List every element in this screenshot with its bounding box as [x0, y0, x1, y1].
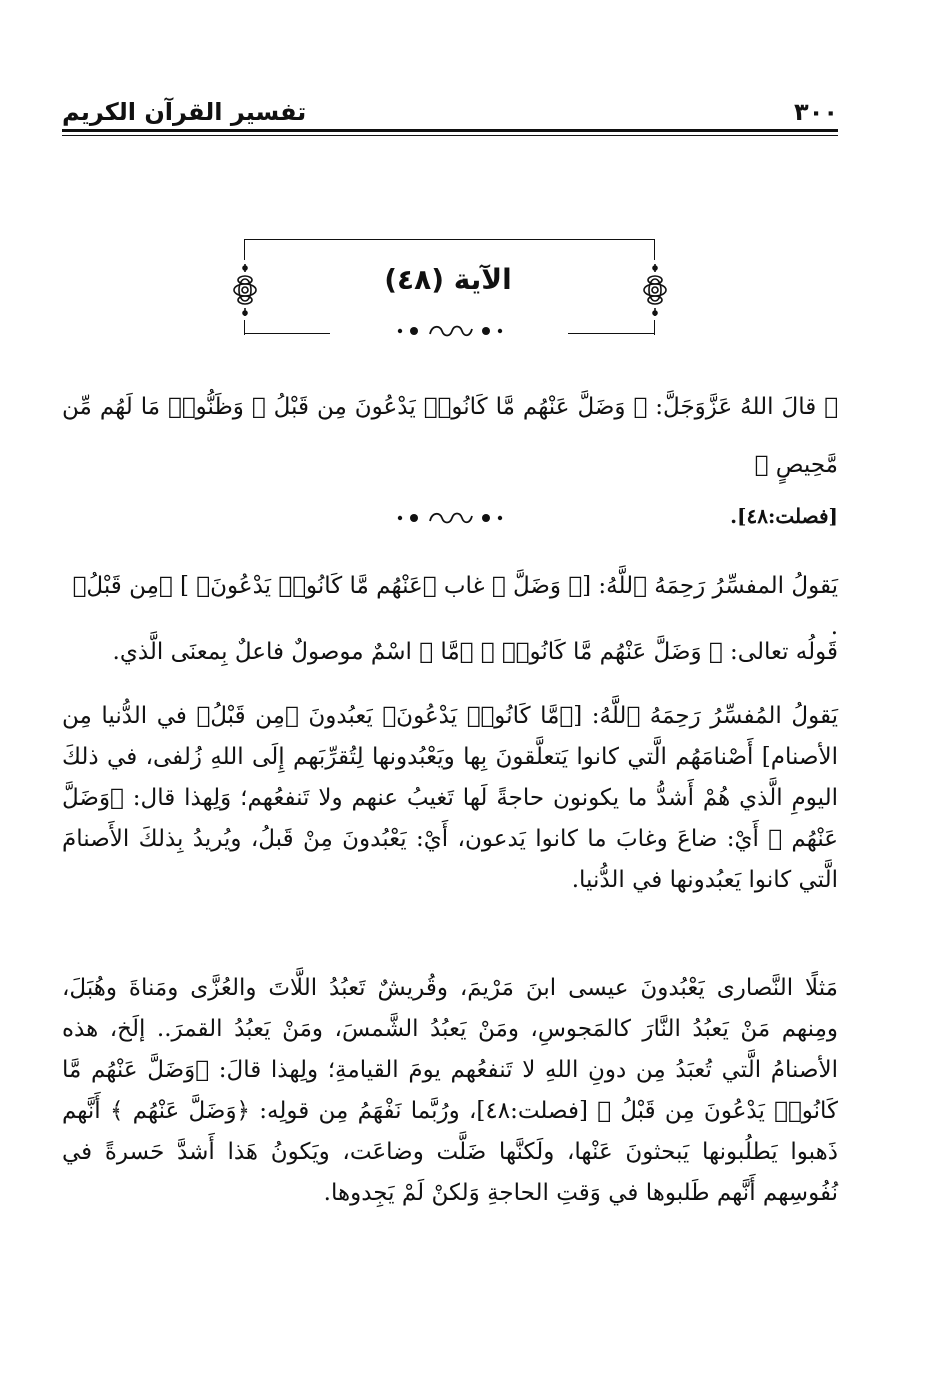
commentary-paragraph: مَثلًا النَّصارى يَعْبُدونَ عيسى ابنَ مَرْيمَ، وقُريشٌ تَعبُدُ اللَّاتَ والعُزَّى ومَناةَ وهُبَلَ، ومِنهم مَنْ يَعبُدُ النَّارَ كالمَجوسِ، ومَنْ يَعبُدُ الشَّمسَ، ومَنْ يَعبُدُ القمرَ.. إلَخ، هذه الأصنامُ الَّتي تُعبَدُ مِن دونِ اللهِ لا تَنفعُهم يومَ القيامةِ؛ ولِهذا قالَ: ﴿وَضَلَّ عَنْهُم مَّا كَانُوا۟ يَدْعُونَ مِن قَبْلُ ﴾ [فصلت:٤٨]، ورُبَّما نَفْهَمُ مِن قولِه: ﴿وَضَلَّ عَنْهُم ﴾ أَنَّهم ذَهبوا يَطلُبونها يَبحثونَ عَنْها، ولَكنَّها ضَلَّت وضاعَت، ويَكونُ هَذا أَشدَّ حَسرةً في نُفُوسِهم أَنَّهم طَلبوها في وَقتِ الحاجةِ وَلكنْ لَمْ يَجِدوها.: [62, 975, 838, 1206]
verse-citation: [فصلت:٤٨].: [730, 504, 838, 528]
page-number: ٣٠٠: [794, 98, 838, 126]
verse-text: ﴿ قالَ اللهُ عَزَّوَجَلَّ: ﴿ وَضَلَّ عَنْهُم مَّا كَانُوا۟ يَدْعُونَ مِن قَبْلُ ۖ وَظَنُّوا۟ مَا لَهُم مِّن مَّحِيصٍ ﴾: [62, 394, 838, 478]
commentary-paragraph: يَقولُ المُفسِّرُ رَحِمَهُ ٱللَّهُ: [﴿مَّا كَانُوا۟ يَدْعُونَ﴾ يَعبُدونَ ﴿مِن قَبْلُ﴾ في الدُّنيا مِن الأصنام] أَصْنامَهُم الَّتي كانوا يَتعلَّقونَ بِها ويَعْبُدونها لِتُقرِّبَهم إِلَى اللهِ زُلفى، في ذلكَ اليومِ الَّذي هُمْ أَشدُّ ما يكونون حاجةً لَها تَغيبُ عنهم ولا تَنفعُهم؛ وَلِهذا قال: ﴿وَضَلَّ عَنْهُم ﴾ أَيْ: ضاعَ وغابَ ما كانوا يَدعون، أَيْ: يَعْبُدونَ مِنْ قَبلُ، ويُريدُ بِذلكَ الأَصنامَ الَّتي كانوا يَعبُدونها في الدُّنيا.: [62, 703, 838, 893]
divider-ornament-icon: [394, 321, 514, 341]
frame-line-bottom-right: [568, 333, 654, 334]
frame-line-top: [244, 239, 654, 240]
book-title: تفسير القرآن الكريم: [62, 98, 307, 126]
divider-ornament-icon: [394, 508, 514, 528]
ayah-title: الآية (٤٨): [384, 263, 512, 296]
running-header: [62, 96, 838, 130]
ornament-knot-icon: [640, 260, 670, 320]
header-rule-thick: [62, 129, 838, 132]
ornament-knot-icon: [230, 260, 260, 320]
header-rule-thin: [62, 135, 838, 136]
frame-line-bottom-left: [244, 333, 330, 334]
commentary-paragraph: يَقولُ المفسِّرُ رَحِمَهُ ٱللَّهُ: [﴿ وَضَلَّ ﴾ غاب ﴿عَنْهُم مَّا كَانُوا۟ يَدْعُونَ﴾ ] ﴿مِن قَبْلُ﴾ .: [72, 573, 838, 640]
commentary-paragraph: قَولُه تعالى: ﴿ وَضَلَّ عَنْهُم مَّا كَانُوا۟ ﴾ ﴿مَّا ﴾ اسْمٌ موصولٌ فاعلٌ بِمعنَى الَّذي.: [112, 639, 838, 665]
